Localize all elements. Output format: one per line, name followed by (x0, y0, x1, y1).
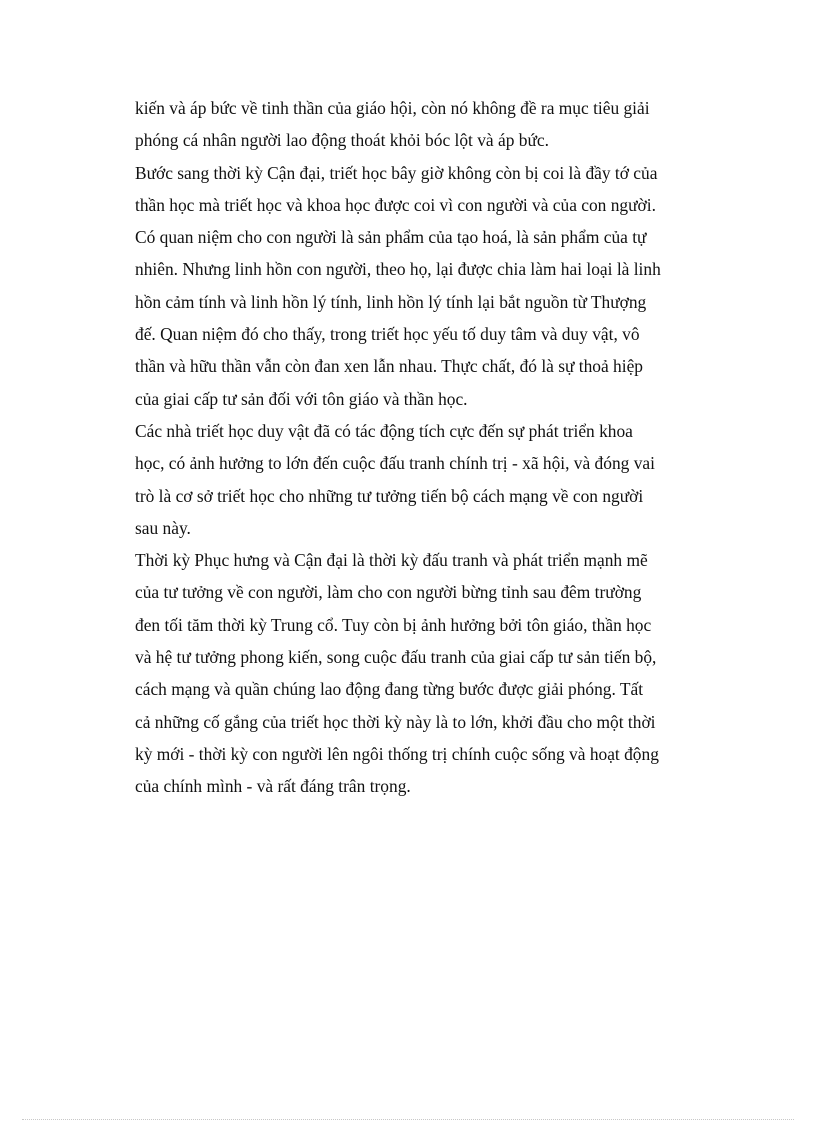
text-line: Thời kỳ Phục hưng và Cận đại là thời kỳ đấu tranh và phát triển mạnh mẽ (135, 550, 648, 571)
text-line: nhiên. Nhưng linh hồn con người, theo họ, lại được chia làm hai loại là linh (135, 259, 661, 280)
text-line: phóng cá nhân người lao động thoát khỏi bóc lột và áp bức. (135, 130, 549, 151)
text-line: kỳ mới - thời kỳ con người lên ngôi thống trị chính cuộc sống và hoạt động (135, 743, 659, 764)
text-line: Bước sang thời kỳ Cận đại, triết học bây giờ không còn bị coi là đầy tớ của (135, 162, 658, 183)
text-line: Các nhà triết học duy vật đã có tác động tích cực đến sự phát triển khoa (135, 420, 633, 441)
text-line: cách mạng và quần chúng lao động đang từng bước được giải phóng. Tất (135, 679, 644, 700)
text-line: cả những cố gắng của triết học thời kỳ này là to lớn, khởi đầu cho một thời (135, 711, 656, 732)
text-line: sau này. (135, 517, 191, 538)
text-line: trò là cơ sở triết học cho những tư tưởng tiến bộ cách mạng về con người (135, 485, 644, 506)
text-line: thần và hữu thần vẫn còn đan xen lẫn nhau. Thực chất, đó là sự thoả hiệp (135, 356, 643, 377)
text-line: và hệ tư tưởng phong kiến, song cuộc đấu tranh của giai cấp tư sản tiến bộ, (135, 647, 657, 668)
text-line: của giai cấp tư sản đối với tôn giáo và thần học. (135, 388, 468, 409)
text-line: hồn cảm tính và linh hồn lý tính, linh hồn lý tính lại bắt nguồn từ Thượng (135, 291, 647, 312)
text-line: của tư tưởng về con người, làm cho con người bừng tỉnh sau đêm trường (135, 582, 642, 603)
text-line: thần học mà triết học và khoa học được coi vì con người và của con người. (135, 194, 656, 215)
text-line: của chính mình - và rất đáng trân trọng. (135, 776, 411, 797)
body-text (135, 92, 715, 803)
text-line: Có quan niệm cho con người là sản phẩm của tạo hoá, là sản phẩm của tự (135, 227, 647, 248)
text-line: đen tối tăm thời kỳ Trung cổ. Tuy còn bị ảnh hưởng bởi tôn giáo, thần học (135, 614, 652, 635)
page-bottom-divider (22, 1119, 794, 1120)
text-line: đế. Quan niệm đó cho thấy, trong triết học yếu tố duy tâm và duy vật, vô (135, 324, 640, 345)
text-line: kiến và áp bức về tinh thần của giáo hội, còn nó không đề ra mục tiêu giải (135, 98, 650, 118)
text-line: học, có ảnh hưởng to lớn đến cuộc đấu tranh chính trị - xã hội, và đóng vai (135, 453, 655, 474)
